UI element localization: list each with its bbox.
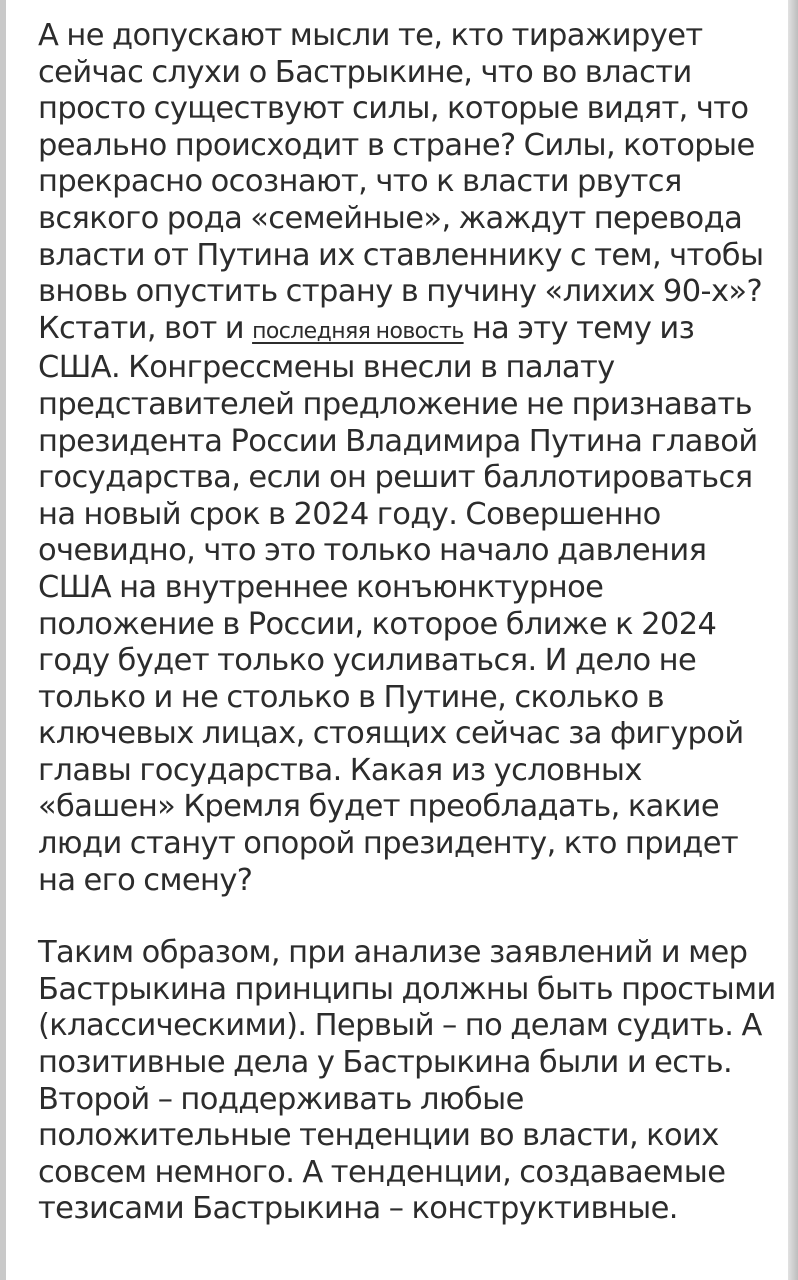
right-edge-shadow	[788, 0, 798, 1280]
latest-news-link[interactable]: последняя новость	[252, 318, 464, 344]
left-edge-shadow	[0, 0, 6, 1280]
paragraph-1	[38, 18, 778, 899]
paragraph-1-text-after-link: на эту тему из США. Конгрессмены внесли в палату представителей предложение не признавать президента России Владимира Путина главой государства, если он решит баллотироваться на новый срок в 2024 году. Совершенно очевидно, что это только начало давления США на внутреннее конъюнктурное положение в России, которое ближе к 2024 году будет только усиливаться. И дело не только и не столько в Путине, сколько в ключевых лицах, стоящих сейчас за фигурой главы государства. Какая из условных «башен» Кремля будет преобладать, какие люди станут опорой президенту, кто придет на его смену?	[38, 310, 758, 898]
paragraph-1-text-before-link: А не допускают мысли те, кто тиражирует сейчас слухи о Бастрыкине, что во власти просто существуют силы, которые видят, что реально происходит в стране? Силы, которые прекрасно осознают, что к власти рвутся всякого рода «семейные», жаждут перевода власти от Путина их ставленнику с тем, чтобы вновь опустить страну в пучину «лихих 90-х»? Кстати, вот и	[38, 18, 764, 346]
article-body	[38, 18, 778, 1228]
paragraph-2: Таким образом, при анализе заявлений и мер Бастрыкина принципы должны быть простыми (классическими). Первый – по делам судить. А позитивные дела у Бастрыкина были и есть. Второй – поддерживать любые положительные тенденции во власти, коих совсем немного. А тенденции, создаваемые тезисами Бастрыкина – конструктивные.	[38, 935, 776, 1227]
